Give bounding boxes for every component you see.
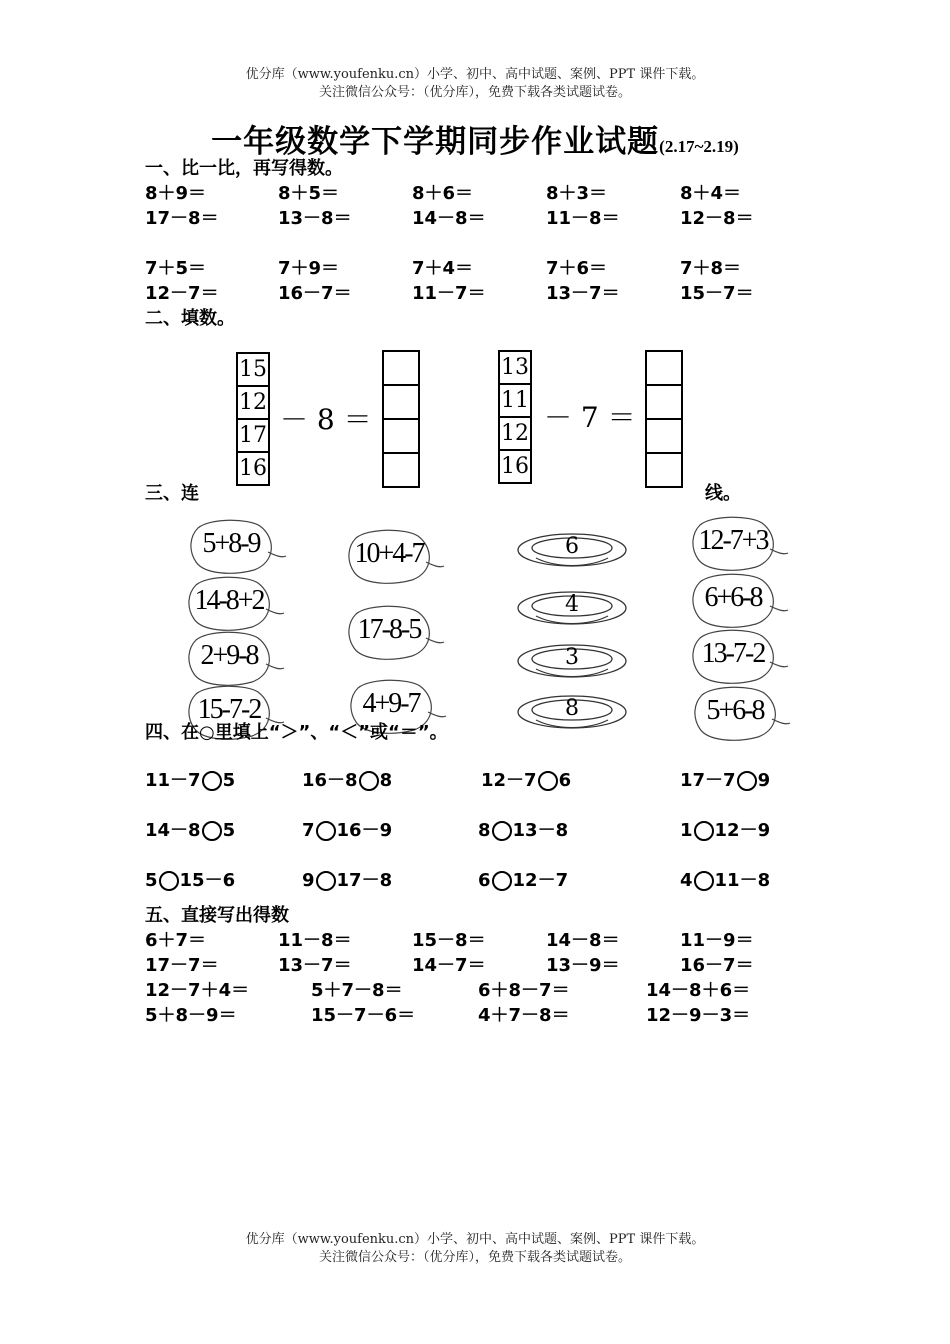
compare-circle[interactable]: [492, 821, 512, 841]
compare-item: [302, 768, 392, 794]
left-operation: － 8 ＝: [280, 403, 372, 436]
problem: 12－9－3＝: [646, 1005, 751, 1026]
stack-number: 16: [501, 454, 529, 479]
plate-answer[interactable]: [516, 641, 628, 683]
stack-number: 11: [500, 385, 530, 418]
section-1-heading: 一、比一比，再写得数。: [145, 158, 343, 179]
sec4-row-3: [145, 868, 825, 894]
section-5-heading: 五、直接写出得数: [145, 905, 289, 926]
pear-expression[interactable]: [186, 630, 286, 686]
problem: 5＋7－8＝: [311, 980, 403, 1001]
compare-circle[interactable]: [492, 871, 512, 891]
title-date-range: (2.17~2.19): [659, 137, 739, 156]
stack-number: 12: [500, 418, 530, 451]
answer-box[interactable]: [647, 352, 681, 386]
problem: 11－8＝: [278, 930, 352, 951]
sec5-row-4: [145, 1004, 825, 1028]
problem: 16－7＝: [278, 283, 352, 304]
pear-expression[interactable]: [690, 515, 790, 571]
problem: 11－7＝: [412, 283, 486, 304]
plate-number: 3: [565, 645, 579, 670]
answer-box[interactable]: [647, 386, 681, 420]
compare-left: 1: [680, 820, 693, 841]
compare-right: 15－6: [179, 870, 236, 891]
problem: 13－7＝: [546, 283, 620, 304]
compare-item: [302, 868, 392, 894]
problem: 16－7＝: [680, 955, 754, 976]
compare-item: [145, 768, 235, 794]
compare-circle[interactable]: [159, 871, 179, 891]
compare-circle[interactable]: [359, 771, 379, 791]
compare-right: 13－8: [512, 820, 569, 841]
compare-left: 4: [680, 870, 693, 891]
footer-line-2: 关注微信公众号：（优分库），免费下载各类试题试卷。: [318, 1250, 631, 1265]
footer-line-1: 优分库（www.youfenku.cn）小学、初中、高中试题、案例、PPT 课件下载。: [245, 1232, 705, 1247]
pear-text: 2+9-8: [200, 640, 258, 671]
left-number-stack: [236, 352, 270, 486]
compare-right: 5: [222, 820, 236, 841]
right-operation: － 7 ＝: [544, 401, 636, 434]
compare-right: 9: [757, 770, 771, 791]
compare-left: 12－7: [481, 770, 537, 791]
answer-box[interactable]: [384, 420, 418, 454]
pear-text: 5+6-8: [706, 695, 764, 726]
pear-text: 12-7+3: [698, 525, 768, 556]
problem: 7＋6＝: [546, 258, 608, 279]
problem: 7＋4＝: [412, 258, 474, 279]
problem: 12－7＝: [145, 283, 219, 304]
stack-number: 17: [238, 420, 268, 453]
section-2-heading: 二、填数。: [145, 308, 235, 329]
compare-right: 8: [379, 770, 393, 791]
compare-left: 8: [478, 820, 491, 841]
problem: 14－8＋6＝: [646, 980, 751, 1001]
sec4-row-2: [145, 818, 825, 844]
sec1-row-1: [145, 182, 825, 206]
plate-answer[interactable]: [516, 692, 628, 734]
problem: 17－7＝: [145, 955, 219, 976]
problem: 8＋6＝: [412, 183, 474, 204]
problem: 13－7＝: [278, 955, 352, 976]
stack-number: 16: [239, 456, 267, 481]
compare-circle[interactable]: [202, 821, 222, 841]
sec1-row-4: [145, 282, 825, 306]
problem: 4＋7－8＝: [478, 1005, 570, 1026]
stack-number: 15: [238, 354, 268, 387]
answer-box[interactable]: [384, 352, 418, 386]
problem: 8＋5＝: [278, 183, 340, 204]
compare-circle[interactable]: [316, 871, 336, 891]
compare-circle[interactable]: [737, 771, 757, 791]
answer-box[interactable]: [384, 386, 418, 420]
compare-item: [680, 868, 770, 894]
compare-left: 5: [145, 870, 158, 891]
problem: 7＋8＝: [680, 258, 742, 279]
right-number-stack: [498, 350, 532, 484]
page-title: [0, 116, 950, 161]
problem: 15－7＝: [680, 283, 754, 304]
problem: 8＋4＝: [680, 183, 742, 204]
pear-expression[interactable]: [188, 518, 288, 574]
pear-expression[interactable]: [690, 628, 790, 684]
compare-item: [145, 868, 235, 894]
compare-right: 12－9: [714, 820, 771, 841]
problem: 11－8＝: [546, 208, 620, 229]
sec1-row-2: [145, 207, 825, 231]
plate-number: 6: [565, 534, 579, 559]
sec1-row-3: [145, 257, 825, 281]
pear-text: 5+8-9: [202, 528, 260, 559]
compare-circle[interactable]: [538, 771, 558, 791]
compare-item: [302, 818, 392, 844]
header-line-2: 关注微信公众号：（优分库），免费下载各类试题试卷。: [318, 85, 631, 100]
compare-left: 17－7: [680, 770, 736, 791]
compare-right: 6: [558, 770, 572, 791]
compare-left: 14－8: [145, 820, 201, 841]
problem: 6＋8－7＝: [478, 980, 570, 1001]
plate-number: 4: [565, 592, 579, 617]
pear-text: 10+4-7: [354, 538, 424, 569]
stack-number: 12: [238, 387, 268, 420]
compare-right: 17－8: [336, 870, 393, 891]
answer-box[interactable]: [647, 420, 681, 454]
problem: 14－7＝: [412, 955, 486, 976]
compare-right: 16－9: [336, 820, 393, 841]
header-line-1: 优分库（www.youfenku.cn）小学、初中、高中试题、案例、PPT 课件下载。: [245, 67, 705, 82]
problem: 15－8＝: [412, 930, 486, 951]
sec5-row-3: [145, 979, 825, 1003]
problem: 14－8＝: [546, 930, 620, 951]
title-main: 一年级数学下学期同步作业试题: [211, 124, 660, 160]
compare-right: 5: [222, 770, 236, 791]
answer-box[interactable]: [647, 454, 681, 486]
compare-right: 12－7: [512, 870, 569, 891]
compare-circle[interactable]: [316, 821, 336, 841]
section-3-heading-end: 线。: [705, 483, 741, 504]
compare-item: [680, 818, 770, 844]
problem: 11－9＝: [680, 930, 754, 951]
pear-text: 4+9-7: [362, 688, 420, 719]
sec5-row-2: [145, 954, 825, 978]
compare-left: 7: [302, 820, 315, 841]
plate-answer[interactable]: [516, 588, 628, 630]
plate-number: 8: [565, 696, 579, 721]
compare-right: 11－8: [714, 870, 771, 891]
section-4-heading: 四、在○里填上“＞”、“＜”或“＝”。: [145, 722, 448, 743]
problem: 13－9＝: [546, 955, 620, 976]
compare-left: 16－8: [302, 770, 358, 791]
problem: 12－8＝: [680, 208, 754, 229]
plate-answer[interactable]: [516, 530, 628, 572]
problem: 14－8＝: [412, 208, 486, 229]
problem: 8＋3＝: [546, 183, 608, 204]
pear-text: 17-8-5: [357, 614, 421, 645]
section-3-heading-start: 三、连: [145, 483, 199, 504]
pear-expression[interactable]: [186, 575, 286, 631]
right-answer-boxes: [645, 350, 683, 488]
compare-item: [478, 868, 568, 894]
problem: 12－7＋4＝: [145, 980, 250, 1001]
stack-number: 13: [500, 352, 530, 385]
sec4-row-1: [145, 768, 825, 794]
problem: 5＋8－9＝: [145, 1005, 237, 1026]
compare-item: [145, 818, 235, 844]
compare-left: 11－7: [145, 770, 201, 791]
pear-text: 14-8+2: [194, 585, 264, 616]
pear-text: 6+6-8: [704, 582, 762, 613]
problem: 7＋9＝: [278, 258, 340, 279]
pear-text: 13-7-2: [701, 638, 765, 669]
compare-circle[interactable]: [694, 821, 714, 841]
compare-left: 9: [302, 870, 315, 891]
pear-text: 15-7-2: [197, 694, 261, 725]
problem: 8＋9＝: [145, 183, 207, 204]
problem: 17－8＝: [145, 208, 219, 229]
left-answer-boxes: [382, 350, 420, 488]
pear-expression[interactable]: [346, 528, 446, 584]
problem: 15－7－6＝: [311, 1005, 416, 1026]
pear-expression[interactable]: [346, 604, 446, 660]
sec5-row-1: [145, 929, 825, 953]
compare-circle[interactable]: [202, 771, 222, 791]
compare-item: [478, 818, 568, 844]
pear-expression[interactable]: [690, 572, 790, 628]
compare-left: 6: [478, 870, 491, 891]
compare-item: [680, 768, 770, 794]
answer-box[interactable]: [384, 454, 418, 486]
problem: 6＋7＝: [145, 930, 207, 951]
problem: 7＋5＝: [145, 258, 207, 279]
pear-expression[interactable]: [692, 685, 792, 741]
problem: 13－8＝: [278, 208, 352, 229]
compare-circle[interactable]: [694, 871, 714, 891]
compare-item: [481, 768, 571, 794]
